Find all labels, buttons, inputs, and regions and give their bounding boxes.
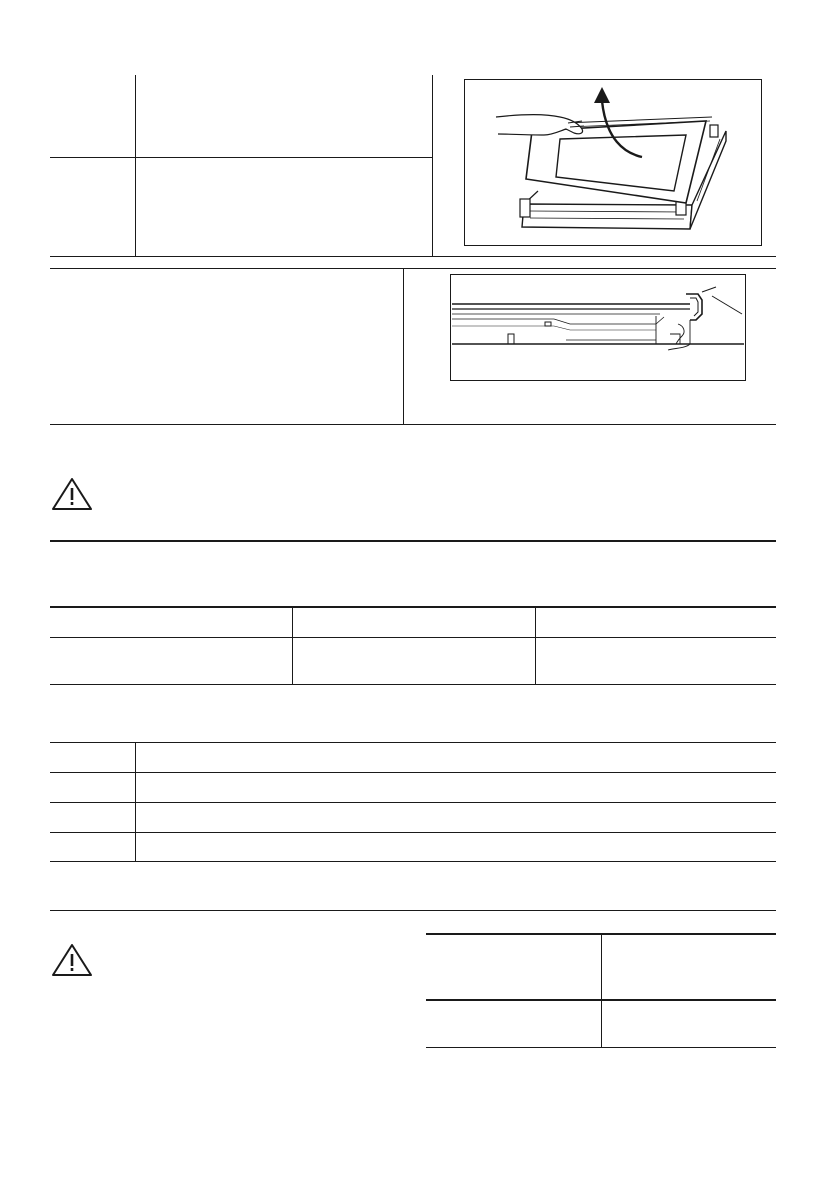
list-table-rule bbox=[50, 742, 776, 743]
list-table-rule bbox=[50, 832, 776, 833]
gasket-section-divider bbox=[403, 268, 404, 424]
small-table-bottom-rule bbox=[426, 1047, 776, 1048]
section-heading-rule bbox=[50, 540, 776, 542]
gasket-section-bottom-rule bbox=[50, 424, 776, 425]
spec-table-col-divider-2 bbox=[535, 607, 536, 684]
step-illustration-divider bbox=[432, 75, 433, 256]
spec-table-col-divider-1 bbox=[292, 607, 293, 684]
list-table-rule bbox=[50, 772, 776, 773]
spec-table-header-rule bbox=[50, 637, 776, 638]
bottom-section-rule bbox=[50, 910, 776, 911]
step-section-bottom-rule bbox=[50, 256, 776, 257]
door-profile-illustration bbox=[450, 274, 746, 381]
small-table-col-divider bbox=[601, 934, 602, 1047]
step-number-column-divider bbox=[135, 75, 136, 256]
gasket-section-top-rule bbox=[50, 268, 776, 269]
warning-triangle-icon bbox=[51, 943, 93, 977]
door-glass-panel-illustration bbox=[464, 79, 762, 246]
list-table-rule bbox=[50, 861, 776, 862]
warning-triangle-icon bbox=[51, 477, 93, 511]
list-table-col-divider bbox=[135, 742, 136, 861]
list-table-rule bbox=[50, 802, 776, 803]
spec-table-top-rule bbox=[50, 606, 776, 608]
step-row-divider bbox=[50, 157, 432, 158]
spec-table-bottom-rule bbox=[50, 684, 776, 685]
